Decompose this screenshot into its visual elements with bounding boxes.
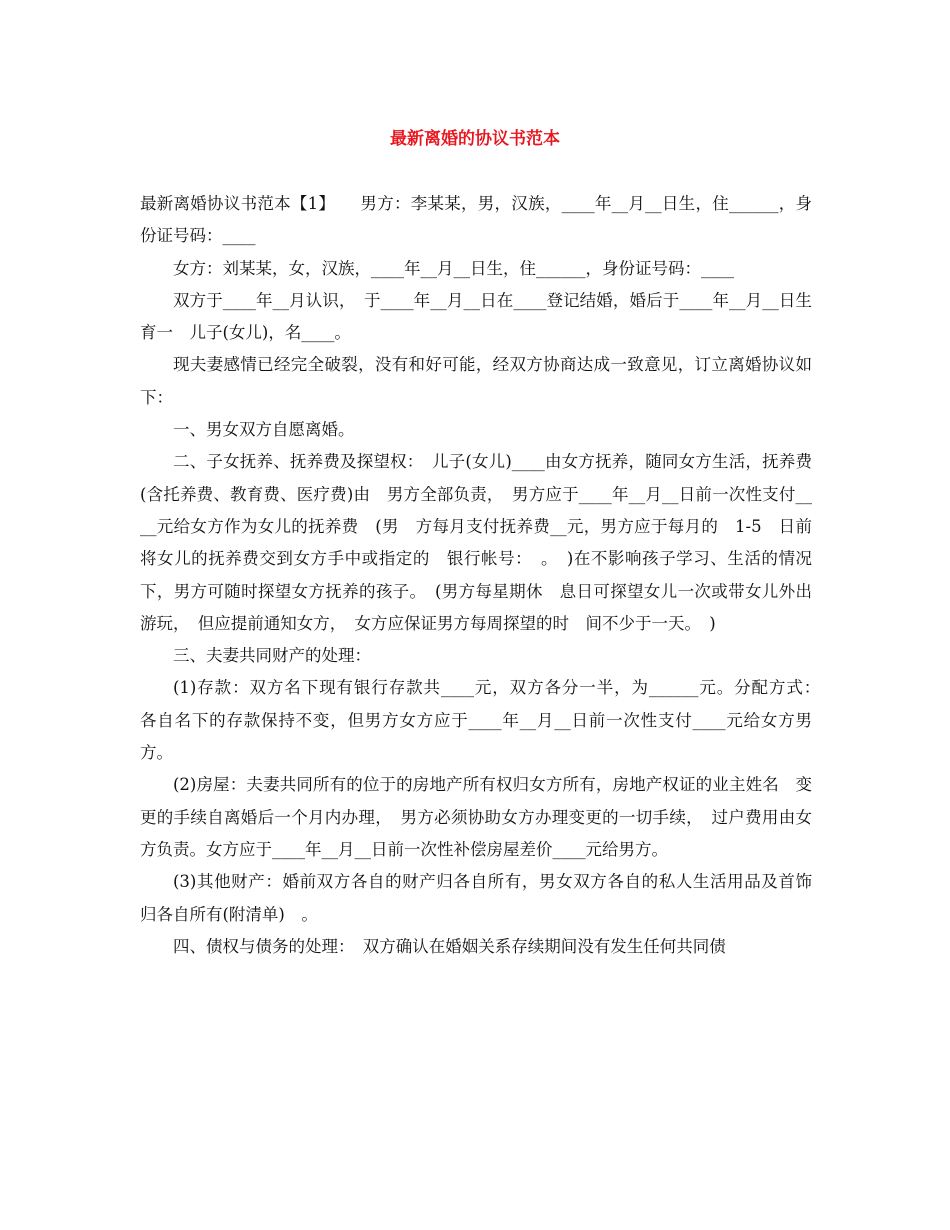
paragraph-intro: 最新离婚协议书范本【1】 男方：李某某，男，汉族，____年__月__日生，住______，身份证号码：____: [140, 194, 812, 246]
paragraph-clause-3-house: (2)房屋：夫妻共同所有的位于的房地产所有权归女方所有，房地产权证的业主姓名 变更的手续自离婚后一个月内办理， 男方必须协助女方办理变更的一切手续， 过户费用由女 方负责。女方应于____年__月__日前一次性补偿房屋差价____元给男方。: [140, 775, 829, 859]
paragraph-clause-3-deposits: (1)存款：双方名下现有银行存款共____元，双方各分一半，为______元。分配方式： 各自名下的存款保持不变，但男方女方应于____年__月__日前一次性支付____元给女方男 方。: [140, 678, 829, 763]
paragraph-clause-1: 一、男女双方自愿离婚。: [173, 420, 355, 440]
paragraph-female-party: 女方：刘某某，女，汉族，____年__月__日生，住______，身份证号码：____: [173, 258, 734, 278]
paragraph-clause-4: 四、债权与债务的处理： 双方确认在婚姻关系存续期间没有发生任何共同债: [173, 936, 726, 956]
paragraph-clause-3: 三、夫妻共同财产的处理：: [173, 646, 371, 666]
paragraph-marriage-info: 双方于____年__月认识， 于____年__月__日在____登记结婚，婚后于____年__月__日生育一 儿子(女儿)，名____。: [140, 290, 812, 343]
document-title: 最新离婚的协议书范本: [390, 129, 560, 149]
paragraph-preamble: 现夫妻感情已经完全破裂，没有和好可能，经双方协商达成一致意见，订立离婚协议如下：: [140, 355, 812, 407]
paragraph-clause-3-other: (3)其他财产：婚前双方各自的财产归各自所有，男女双方各自的私人生活用品及首饰 归各自所有(附清单) 。: [140, 872, 829, 924]
paragraph-clause-2: 二、子女抚养、抚养费及探望权： 儿子(女儿)____由女方抚养，随同女方生活，抚养费(含托养费、教育费、医疗费)由 男方全部负责， 男方应于____年__月__日前一次性支付____元给女方作为女儿的抚养费 (男 方每月支付抚养费__元，男方应于每月的 1-5 日前将女儿的抚养费交到女方手中或指定的 银行帐号： 。 )在不影响孩子学习、生活的情况下，男方可随时探望女方抚养的孩子。 (男方每星期休 息日可探望女儿一次或带女儿外出游玩， 但应提前通知女方， 女方应保证男方每周探望的时 间不少于一天。 ): [140, 452, 812, 633]
document-body: [140, 188, 829, 963]
